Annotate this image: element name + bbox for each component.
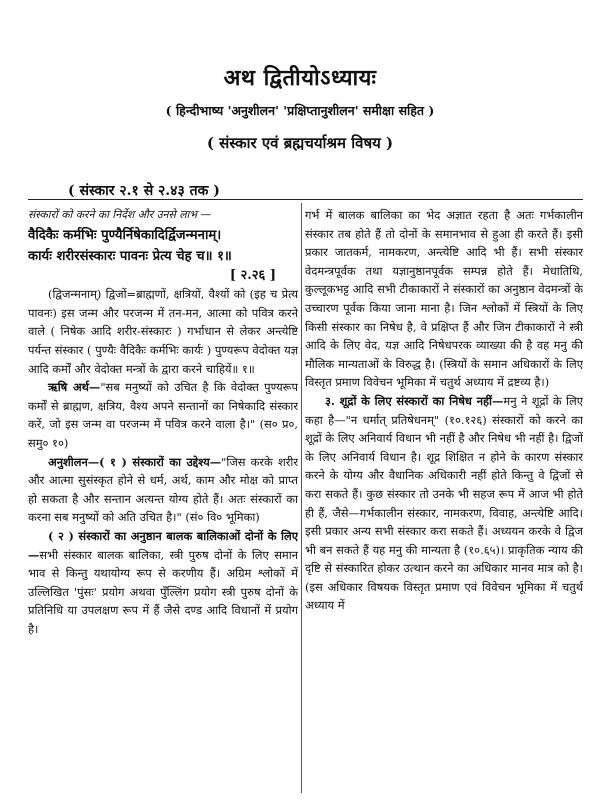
anushilan-1-paragraph [28,453,298,527]
rishi-artha-heading: ऋषि अर्थ— [48,380,101,395]
intro-note: संस्कारों को करने का निर्देश और उनसे लाभ — [28,208,212,221]
anushilan-2-heading: ( २ ) संस्कारों का अनुष्ठान बालक बालिकाओं दोनों के लिए— [28,528,298,562]
sanskara-range-heading: ( संस्कार २.१ से २.४३ तक ) [68,183,220,199]
right-paragraph-1: गर्भ में बालक बालिका का भेद अज्ञात रहता है अतः गर्भकालीन संस्कार तब होते हैं तो दोनों के समानभाव से हुआ ही करते हैं। इसी प्रकार जातकर्म, नामकरण, अन्त्येष्टि आदि भी हैं। सभी संस्कार वेदमन्त्रपूर्वक तथा यज्ञानुष्ठानपूर्वक सम्पन्न होते हैं। मेधातिथि, कुल्लूकभट्ट आदि सभी टीकाकारों ने संस्कारों का अनुष्ठान वेदमन्त्रों के उच्चारण पूर्वक किया जाना माना है। जिन श्लोकों में स्त्रियों के लिए किसी संस्कार का निषेध है, वे प्रक्षिप्त हैं और जिन टीकाकारों ने स्त्री आदि के लिए वेद, यज्ञ आदि निषेधपरक व्याख्या की है वह मनु की मौलिक मान्यताओं के विरुद्ध है। (स्त्रियों के समान अधिकारों के लिए विस्तृत प्रमाण विवेचन भूमिका में चतुर्थ अध्याय में द्रष्टव्य है।) [305,208,583,390]
verse-meaning: (द्विजन्मनाम्) द्विजों=ब्राह्मणों, क्षत्रियों, वैश्यों को (इह च प्रेत्य पावनः) इस जन्म और परजन्म में तन-मन, आत्मा को पवित्र करने वाले ( निषेक आदि शरीर-संस्कारः ) गर्भाधान से लेकर अन्त्येष्टि पर्यन्त संस्कार ( पुण्यैः वैदिकैः कर्मभिः कार्यः ) पुण्यरूप वेदोक्त यज्ञ आदि कर्मों और वेदोक्त मन्त्रों के द्वारा करने चाहियें॥ १॥ [28,287,298,376]
rishi-artha-paragraph [28,378,298,452]
anushilan-1-text: "जिस करके शरीर और आत्मा सुसंस्कृत होने से धर्म, अर्थ, काम और मोक्ष को प्राप्त हो सकता है और सन्तान अत्यन्त योग्य होते हैं। अतः संस्कारों का करना सब मनुष्यों को अति उचित है।" (सं० वि० भूमिका) [28,454,298,525]
column-divider [301,203,302,793]
anushilan-2-paragraph [28,527,298,639]
anushilan-2-text: सभी संस्कार बालक बालिका, स्त्री पुरुष दोनों के लिए समान भाव से किन्तु यथायोग्य रूप से करणीय हैं। अग्रिम श्लोकों में उल्लिखित 'पुंसः' प्रयोग अथवा पुँल्लिंग प्रयोग स्त्री पुरुष दोनों के प्रतिनिधि या उपलक्षण रूप में हैं जैसे दण्ड आदि विधानों में प्रयोग है। [28,547,298,636]
right-column [305,206,583,791]
verse-line-2: कार्यः शरीरसंस्कारः पावनः प्रेत्य चेह च॥ १॥ [28,248,232,264]
rishi-artha-text: "सब मनुष्यों को उचित है कि वेदोक्त पुण्यरूप कर्मों से ब्राह्मण, क्षत्रिय, वैश्य अपने सन्तानों का निषेकादि संस्कार करें, जो इस जन्म वा परजन्म में पवित्र करने वाला है।" (स० प्र०, समु० १०) [28,380,298,450]
chapter-title: अथ द्वितीयोऽध्यायः [223,65,377,91]
verse-line-1: वैदिकैः कर्मभिः पुण्यैर्निषेकादिर्द्विजन्मनाम्। [28,227,222,243]
left-column [28,206,298,791]
verse-reference: [ २.२६ ] [229,267,276,283]
anushilan-1-heading: अनुशीलन—( १ ) संस्कारों का उद्देश्य— [48,454,222,469]
chapter-subtitle: ( हिन्दीभाष्य 'अनुशीलन' 'प्रक्षिप्तानुशीलन' समीक्षा सहित ) [165,103,435,118]
header-rule [28,199,583,200]
shudra-heading: ३. शूद्रों के लिए संस्कारों का निषेध नहीं— [325,393,504,408]
shudra-paragraph [305,392,583,615]
shudra-text: मनु ने शूद्रों के लिए कहा है—"न धर्मात् प्रतिषेधनम्" (१०.१२६) संस्कारों को करने का शूद्रों के लिए अनिवार्य विधान भी नहीं है और निषेध भी नहीं है। द्विजों के लिए अनिवार्य विधान है। शूद्र शिक्षित न होने के कारण संस्कार करने के योग्य और वैधानिक अधिकारी नहीं होते किन्तु वे द्विजों से करा सकते हैं। कुछ संस्कार तो उनके भी सहज रूप में आज भी होते ही हैं, जैसे—गर्भकालीन संस्कार, नामकरण, विवाह, अन्त्येष्टि आदि। इसी प्रकार अन्य सभी संस्कार करा सकते हैं। अध्ययन करके वे द्विज भी बन सकते हैं यह मनु की मान्यता है (१०.६५)। प्राकृतिक न्याय की दृष्टि से संस्कारित होकर उत्थान करने का अधिकार मानव मात्र को है। (इस अधिकार विषयक विस्तृत प्रमाण एवं विवेचन भूमिका में चतुर्थ अध्याय में [305,393,583,613]
topic-heading: ( संस्कार एवं ब्रह्मचर्याश्रम विषय ) [206,134,394,152]
